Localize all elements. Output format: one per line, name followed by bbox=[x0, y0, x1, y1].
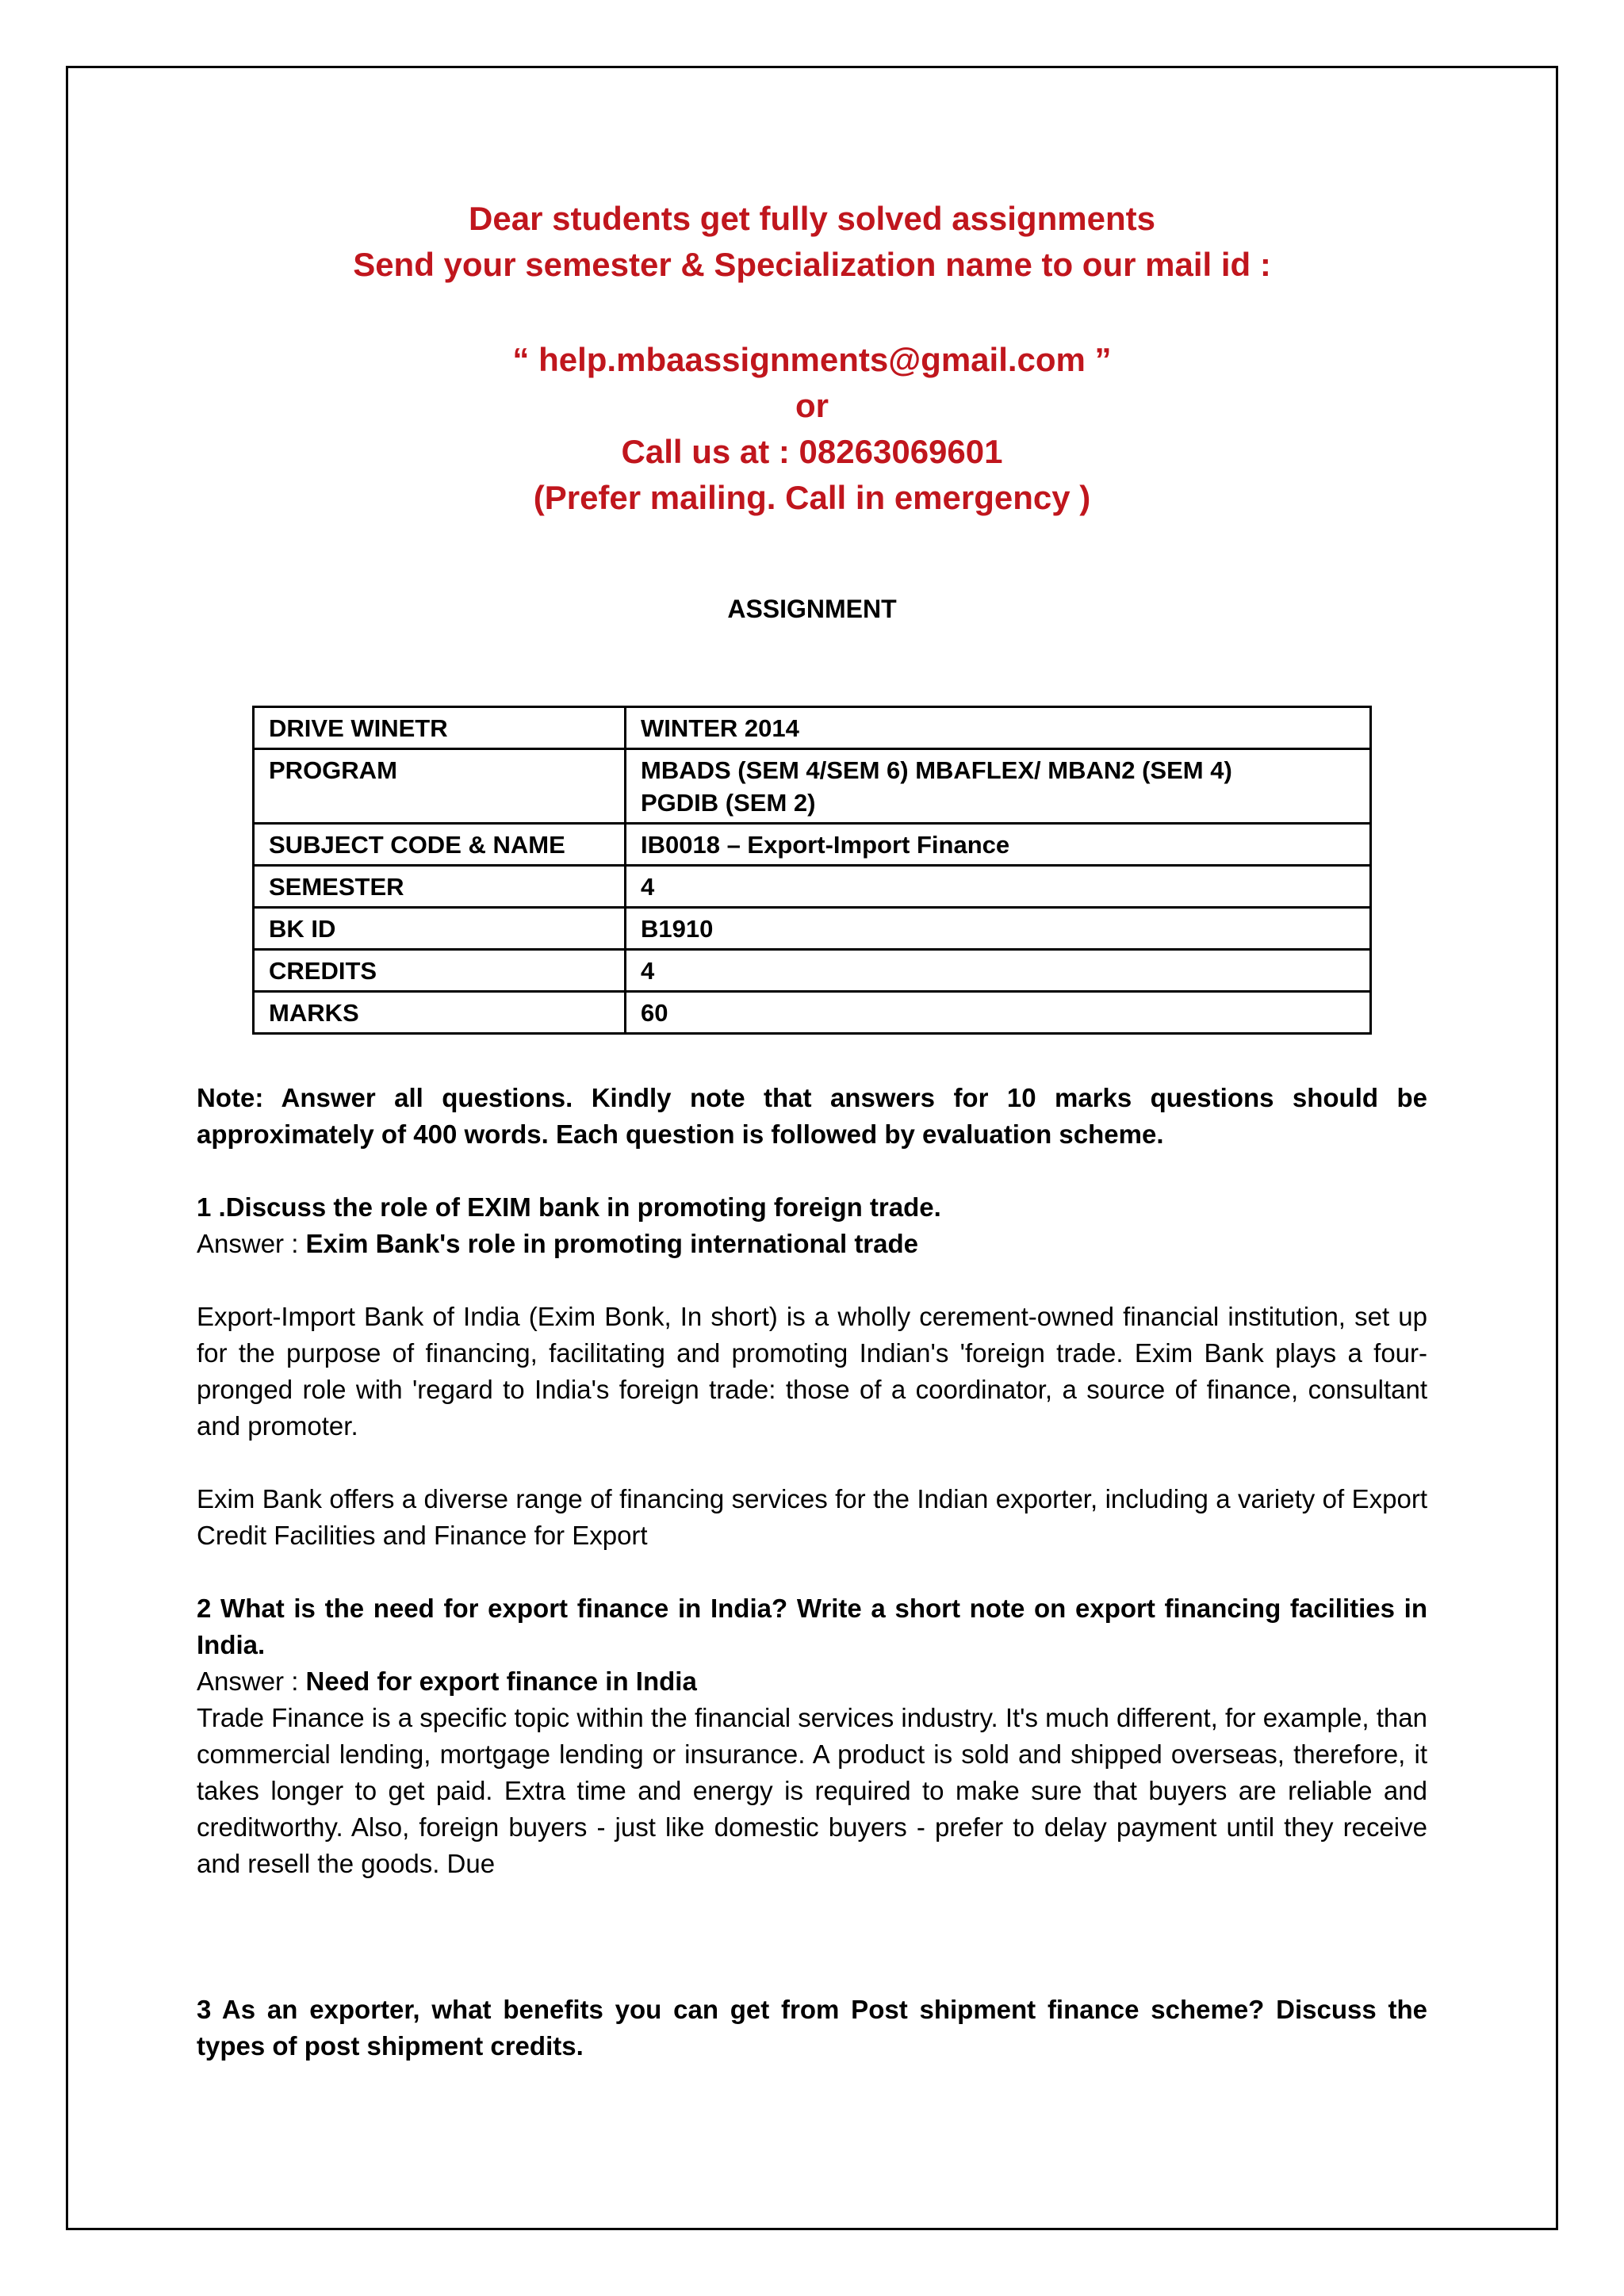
table-label-cell: DRIVE WINETR bbox=[254, 707, 626, 749]
promo-block-contact bbox=[0, 337, 1624, 521]
program-value-line-1: MBADS (SEM 4/SEM 6) MBAFLEX/ MBAN2 (SEM 4) bbox=[641, 756, 1232, 784]
answer-1-heading: Exim Bank's role in promoting international trade bbox=[305, 1229, 919, 1258]
answer-prefix: Answer : bbox=[197, 1229, 306, 1258]
table-row bbox=[254, 866, 1371, 908]
table-value-cell: 60 bbox=[626, 992, 1371, 1034]
assignment-info-table bbox=[252, 706, 1372, 1035]
table-row bbox=[254, 908, 1371, 950]
answer-1-paragraph-1: Export-Import Bank of India (Exim Bonk, In short) is a wholly cerement-owned financial institution, set up for the purpose of financing, facilitating and promoting Indian's 'foreign trade. Exim Bank plays a four-pronged role with 'regard to India's foreign trade: those of a coordinator, a source of finance, consultant and promoter. bbox=[197, 1302, 1427, 1441]
question-1: 1 .Discuss the role of EXIM bank in promoting foreign trade. bbox=[197, 1192, 941, 1222]
promo-preference: (Prefer mailing. Call in emergency ) bbox=[533, 479, 1091, 516]
program-value-line-2: PGDIB (SEM 2) bbox=[641, 789, 816, 817]
question-3: 3 As an exporter, what benefits you can get from Post shipment finance scheme? Discuss the types of post shipment credits. bbox=[197, 1995, 1427, 2061]
answer-2-heading: Need for export finance in India bbox=[305, 1667, 697, 1696]
table-row bbox=[254, 950, 1371, 992]
table-value-cell: 4 bbox=[626, 866, 1371, 908]
note-paragraph: Note: Answer all questions. Kindly note that answers for 10 marks questions should be approximately of 400 words. Each question is followed by evaluation scheme. bbox=[197, 1083, 1427, 1149]
table-label-cell: SUBJECT CODE & NAME bbox=[254, 824, 626, 866]
table-label-cell: BK ID bbox=[254, 908, 626, 950]
answer-2-paragraph-1: Trade Finance is a specific topic within the financial services industry. It's much different, for example, than commercial lending, mortgage lending or insurance. A product is sold and shipped overseas, therefore, it takes longer to get paid. Extra time and energy is required to make sure that buyers are reliable and creditworthy. Also, foreign buyers - just like domestic buyers - prefer to delay payment until they receive and resell the goods. Due bbox=[197, 1703, 1427, 1878]
table-label-cell: SEMESTER bbox=[254, 866, 626, 908]
table-row bbox=[254, 707, 1371, 749]
table-row bbox=[254, 749, 1371, 824]
table-value-cell bbox=[626, 749, 1371, 824]
answer-prefix: Answer : bbox=[197, 1667, 306, 1696]
promo-or: or bbox=[795, 387, 829, 424]
table-row bbox=[254, 824, 1371, 866]
promo-line-1: Dear students get fully solved assignments bbox=[469, 200, 1155, 237]
document-body bbox=[197, 1080, 1427, 2064]
table-label-cell: PROGRAM bbox=[254, 749, 626, 824]
table-row bbox=[254, 992, 1371, 1034]
table-value-cell: IB0018 – Export-Import Finance bbox=[626, 824, 1371, 866]
table-value-cell: WINTER 2014 bbox=[626, 707, 1371, 749]
promo-block-top bbox=[0, 196, 1624, 288]
promo-email: “ help.mbaassignments@gmail.com ” bbox=[512, 341, 1112, 378]
promo-line-2: Send your semester & Specialization name to our mail id : bbox=[353, 246, 1271, 283]
table-label-cell: MARKS bbox=[254, 992, 626, 1034]
question-2: 2 What is the need for export finance in India? Write a short note on export financing facilities in India. bbox=[197, 1594, 1427, 1659]
answer-1-paragraph-2: Exim Bank offers a diverse range of financing services for the Indian exporter, including a variety of Export Credit Facilities and Finance for Export bbox=[197, 1484, 1427, 1550]
table-value-cell: 4 bbox=[626, 950, 1371, 992]
promo-phone: Call us at : 08263069601 bbox=[621, 433, 1003, 470]
assignment-title: ASSIGNMENT bbox=[727, 595, 897, 623]
answer-2-line bbox=[197, 1663, 1427, 1700]
table-value-cell: B1910 bbox=[626, 908, 1371, 950]
table-label-cell: CREDITS bbox=[254, 950, 626, 992]
answer-1-line bbox=[197, 1226, 1427, 1262]
